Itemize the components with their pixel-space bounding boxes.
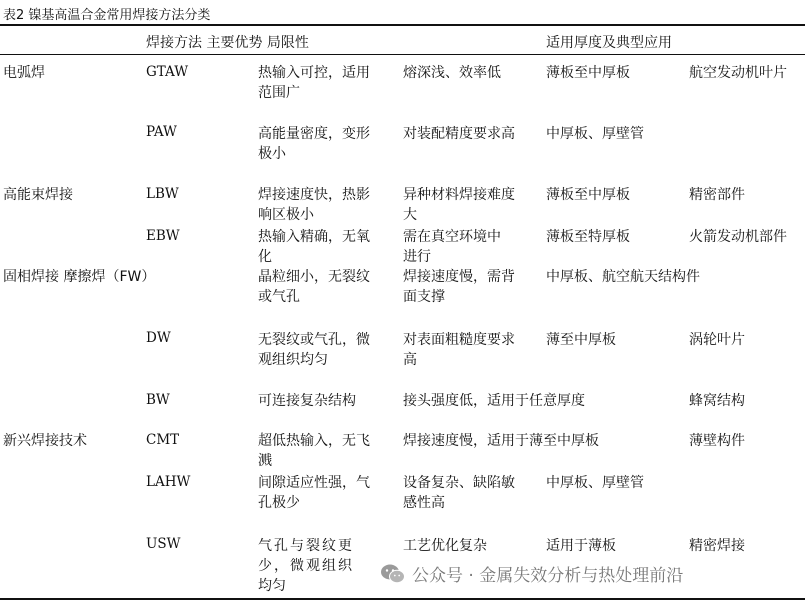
limitation-line: 对装配精度要求高 <box>403 126 515 142</box>
limitation-line: 异种材料焊接难度 <box>403 187 515 203</box>
advantage-line: 化 <box>258 249 272 265</box>
application: 薄壁构件 <box>689 433 745 449</box>
advantage-line: 范围广 <box>258 85 300 101</box>
advantage-line: 可连接复杂结构 <box>258 393 356 409</box>
thickness: 中厚板、厚壁管 <box>546 475 644 491</box>
table-caption: 表2 镍基高温合金常用焊接方法分类 <box>3 8 211 23</box>
limitation-line: 设备复杂、缺陷敏 <box>403 475 515 491</box>
thickness: 中厚板、航空航天结构件 <box>546 269 700 285</box>
thickness: 适用于薄板 <box>546 538 616 554</box>
wechat-icon <box>380 563 406 585</box>
group-solid-state: 固相焊接 摩擦焊（FW） <box>3 269 156 285</box>
advantage-line: 溅 <box>258 453 272 469</box>
header-rule <box>0 54 805 55</box>
limitation-line: 高 <box>403 352 417 368</box>
advantage-line: 晶粒细小，无裂纹 <box>258 269 370 285</box>
group-emerging: 新兴焊接技术 <box>3 433 87 449</box>
group-arc-welding: 电弧焊 <box>3 65 45 81</box>
application: 涡轮叶片 <box>689 332 745 348</box>
method-code: CMT <box>146 432 180 448</box>
advantage-line: 超低热输入，无飞 <box>258 433 370 449</box>
limitation-line: 熔深浅、效率低 <box>403 65 501 81</box>
method-code: LBW <box>146 186 179 202</box>
method-code: EBW <box>146 228 180 244</box>
limitation-line: 焊接速度慢，适用于薄至中厚板 <box>403 433 599 449</box>
thickness: 中厚板、厚壁管 <box>546 126 644 142</box>
advantage-line: 少，微观组织 <box>258 558 354 574</box>
advantage-line: 气孔与裂纹更 <box>258 538 354 554</box>
group-high-energy-beam: 高能束焊接 <box>3 187 73 203</box>
top-rule <box>0 24 805 26</box>
thickness: 薄至中厚板 <box>546 332 616 348</box>
advantage-line: 极小 <box>258 146 286 162</box>
advantage-line: 高能量密度，变形 <box>258 126 370 142</box>
bottom-rule <box>0 598 805 600</box>
method-code: USW <box>146 536 181 552</box>
watermark <box>380 561 683 586</box>
advantage-line: 热输入可控，适用 <box>258 65 370 81</box>
application: 精密焊接 <box>689 538 745 554</box>
advantage-line: 响区极小 <box>258 207 314 223</box>
thickness: 薄板至中厚板 <box>546 187 630 203</box>
advantage-line: 焊接速度快，热影 <box>258 187 370 203</box>
advantage-line: 热输入精确，无氧 <box>258 229 370 245</box>
method-code: DW <box>146 330 171 346</box>
advantage-line: 观组织均匀 <box>258 352 328 368</box>
watermark-text: 公众号 · 金属失效分析与热处理前沿 <box>412 566 684 586</box>
limitation-line: 焊接速度慢，需背 <box>403 269 515 285</box>
limitation-line: 接头强度低，适用于任意厚度 <box>403 393 585 409</box>
application: 精密部件 <box>689 187 745 203</box>
method-code: LAHW <box>146 474 191 490</box>
limitation-line: 需在真空环境中 <box>403 229 501 245</box>
limitation-line: 工艺优化复杂 <box>403 538 487 554</box>
advantage-line: 间隙适应性强，气 <box>258 475 370 491</box>
advantage-line: 无裂纹或气孔，微 <box>258 332 370 348</box>
method-code: GTAW <box>146 64 189 80</box>
method-code: BW <box>146 392 170 408</box>
limitation-line: 进行 <box>403 249 431 265</box>
header-thickness-application: 适用厚度及典型应用 <box>546 35 672 51</box>
limitation-line: 对表面粗糙度要求 <box>403 332 515 348</box>
limitation-line: 大 <box>403 207 417 223</box>
limitation-line: 感性高 <box>403 495 445 511</box>
limitation-line: 面支撑 <box>403 289 445 305</box>
thickness: 薄板至特厚板 <box>546 229 630 245</box>
thickness: 薄板至中厚板 <box>546 65 630 81</box>
application: 蜂窝结构 <box>689 393 745 409</box>
application: 火箭发动机部件 <box>689 229 787 245</box>
method-code: PAW <box>146 124 177 140</box>
header-method-advantage-limitation: 焊接方法 主要优势 局限性 <box>146 35 309 51</box>
advantage-line: 均匀 <box>258 578 286 594</box>
advantage-line: 孔极少 <box>258 495 300 511</box>
application: 航空发动机叶片 <box>689 65 787 81</box>
advantage-line: 或气孔 <box>258 289 300 305</box>
